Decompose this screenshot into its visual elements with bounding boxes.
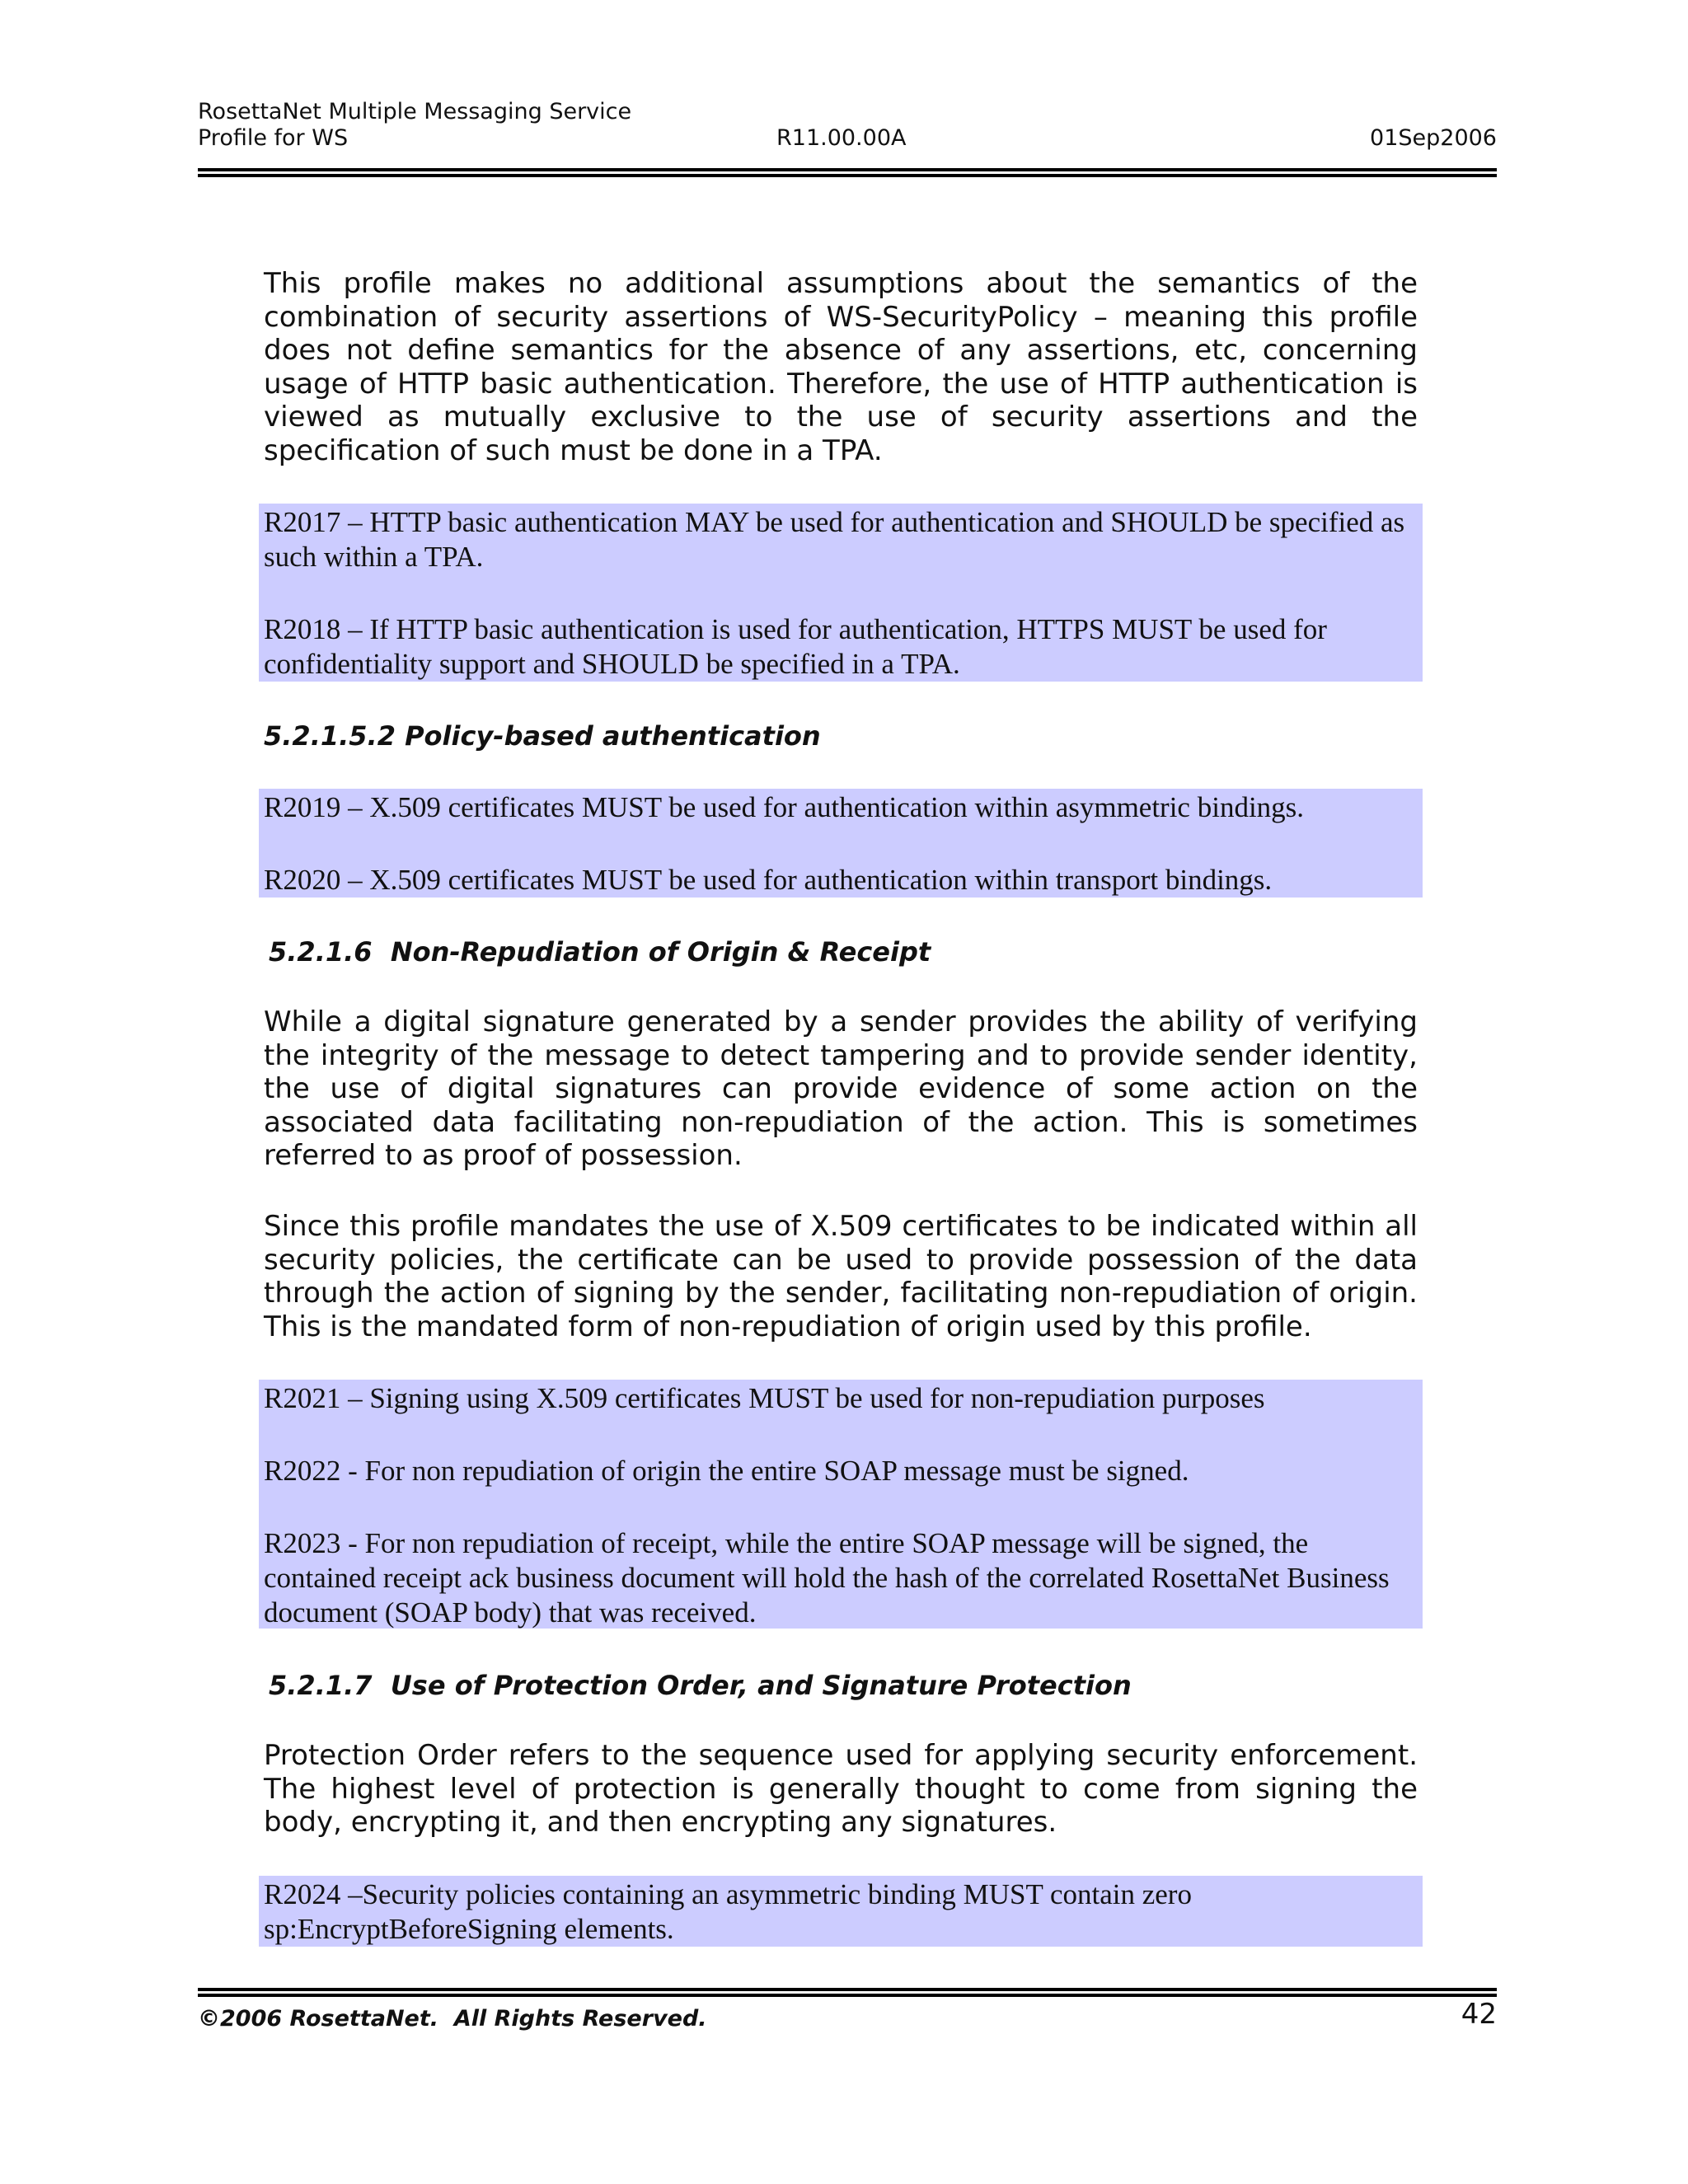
paragraph-x509-possession: Since this profile mandates the use of X.509 certificates to be indicated within all security policies, the certificate can be used to provide possession of the data through the action of signing by the sender, facilitating non-repudiation of origin. This is the mandated form of non-repudiation of origin used by this profile.	[264, 1210, 1418, 1343]
header-version: R11.00.00A	[776, 125, 907, 151]
requirement-r2024: R2024 –Security policies containing an asymmetric binding MUST contain zero sp:EncryptBeforeSigning elements.	[264, 1878, 1192, 1945]
header-rule-bottom	[198, 174, 1497, 177]
header-date: 01Sep2006	[1370, 125, 1497, 151]
footer-rule-top	[198, 1988, 1497, 1991]
paragraph-protection-order: Protection Order refers to the sequence used for applying security enforcement. The highest level of protection is generally thought to come from signing the body, encrypting it, and then encrypting any signatures.	[264, 1739, 1418, 1839]
footer-copyright: ©2006 RosettaNet. All Rights Reserved.	[198, 2006, 707, 2032]
paragraph-http-auth: This profile makes no additional assumptions about the semantics of the combination of security assertions of WS-SecurityPolicy – meaning this profile does not define semantics for the absence of any assertions, etc, concerning usage of HTTP basic authentication. Therefore, the use of HTTP authentication is viewed as mutually exclusive to the use of security assertions and the specification of such must be done in a TPA.	[264, 267, 1418, 467]
requirement-box-http	[259, 504, 1423, 682]
header-line2	[198, 125, 1497, 151]
header-subtitle: Profile for WS	[198, 125, 349, 151]
header-title: RosettaNet Multiple Messaging Service	[198, 99, 632, 124]
header-rule-top	[198, 168, 1497, 171]
requirement-r2021: R2021 – Signing using X.509 certificates MUST be used for non-repudiation purposes	[264, 1382, 1265, 1414]
requirement-box-non-repudiation	[259, 1380, 1423, 1629]
page-number: 42	[1461, 1998, 1497, 2031]
requirement-r2022: R2022 - For non repudiation of origin the entire SOAP message must be signed.	[264, 1455, 1189, 1487]
paragraph-digital-signature: While a digital signature generated by a sender provides the ability of verifying the integrity of the message to detect tampering and to provide sender identity, the use of digital signatures can provide evidence of some action on the associated data facilitating non-repudiation of the action. This is sometimes referred to as proof of possession.	[264, 1005, 1418, 1172]
requirement-r2017: R2017 – HTTP basic authentication MAY be used for authentication and SHOULD be specified as such within a TPA.	[264, 506, 1405, 573]
requirement-box-policy	[259, 789, 1423, 898]
requirement-r2019: R2019 – X.509 certificates MUST be used for authentication within asymmetric bindings.	[264, 791, 1305, 823]
section-heading-policy-auth: 5.2.1.5.2 Policy-based authentication	[264, 720, 821, 752]
requirement-r2018: R2018 – If HTTP basic authentication is used for authentication, HTTPS MUST be used for confidentiality support and SHOULD be specified in a TPA.	[264, 613, 1327, 680]
requirement-r2023: R2023 - For non repudiation of receipt, while the entire SOAP message will be signed, the contained receipt ack business document will hold the hash of the correlated RosettaNet Business document (SOAP body) that was received.	[264, 1527, 1390, 1629]
footer-rule-bottom	[198, 1994, 1497, 1997]
section-heading-protection-order: 5.2.1.7 Use of Protection Order, and Signature Protection	[269, 1670, 1132, 1701]
requirement-r2020: R2020 – X.509 certificates MUST be used for authentication within transport bindings.	[264, 864, 1273, 896]
requirement-box-r2024	[259, 1876, 1423, 1947]
section-heading-non-repudiation: 5.2.1.6 Non-Repudiation of Origin & Receipt	[269, 936, 931, 968]
